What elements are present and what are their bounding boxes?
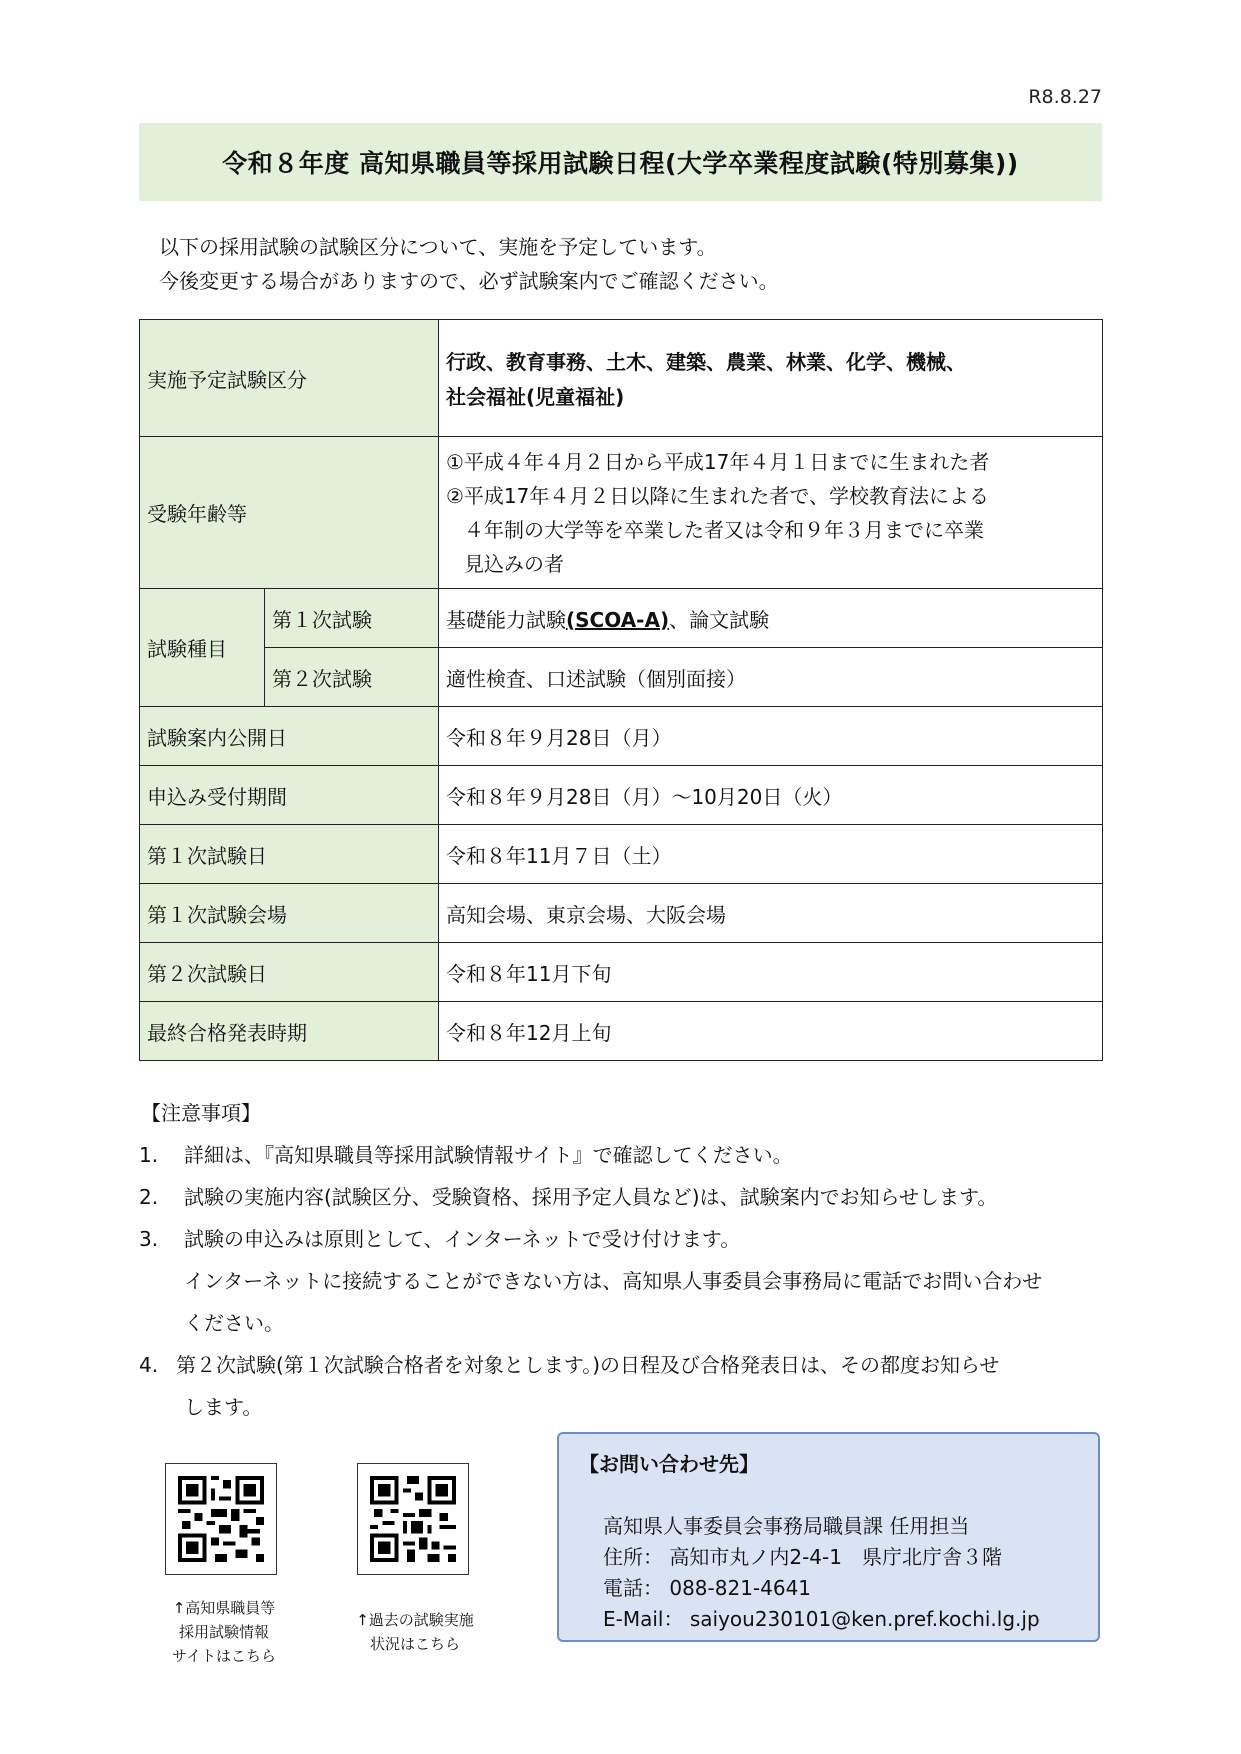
row-value: 令和８年９月28日（月） xyxy=(439,707,1103,766)
qr-caption-right xyxy=(340,1608,490,1656)
page-title: 令和８年度 高知県職員等採用試験日程(大学卒業程度試験(特別募集)) xyxy=(139,123,1102,201)
age-line: 見込みの者 xyxy=(464,551,564,576)
note-number: 1. xyxy=(139,1143,159,1167)
qr-pattern xyxy=(178,1476,264,1562)
note-continuation: します。 xyxy=(184,1395,263,1419)
contact-box xyxy=(557,1432,1100,1642)
row-value: 令和８年12月上旬 xyxy=(439,1002,1103,1061)
document-date: R8.8.27 xyxy=(1028,86,1102,108)
age-value xyxy=(439,437,1103,589)
row-label: 第１次試験日 xyxy=(140,825,439,884)
note-text: 試験の申込みは原則として、インターネットで受け付けます。 xyxy=(184,1227,741,1251)
table-row xyxy=(140,320,1103,437)
age-line: ①平成４年４月２日から平成17年４月１日までに生まれた者 xyxy=(446,449,990,474)
age-line: ４年制の大学等を卒業した者又は令和９年３月までに卒業 xyxy=(464,517,984,542)
table-row xyxy=(140,884,1103,943)
scoa-text: (SCOA-A) xyxy=(566,607,670,632)
caption-line: 採用試験情報 xyxy=(178,1623,269,1641)
second-exam-label: 第２次試験 xyxy=(265,648,439,707)
note-item xyxy=(139,1134,1119,1176)
row-label: 最終合格発表時期 xyxy=(140,1002,439,1061)
subjects-label: 試験種目 xyxy=(140,589,265,707)
intro-line: 以下の採用試験の試験区分について、実施を予定しています。 xyxy=(159,235,717,259)
second-exam-value: 適性検査、口述試験（個別面接） xyxy=(439,648,1103,707)
note-item xyxy=(139,1218,1119,1260)
contact-heading: 【お問い合わせ先】 xyxy=(579,1452,759,1476)
note-number: 2. xyxy=(139,1185,159,1209)
caption-line: 状況はこちら xyxy=(369,1635,460,1653)
categories-value xyxy=(439,320,1103,437)
table-row xyxy=(140,1002,1103,1061)
notes-heading: 【注意事項】 xyxy=(141,1101,261,1125)
note-text: 試験の実施内容(試験区分、受験資格、採用予定人員など)は、試験案内でお知らせします。 xyxy=(184,1185,998,1209)
table-row xyxy=(140,943,1103,1002)
row-label: 試験案内公開日 xyxy=(140,707,439,766)
table-row xyxy=(140,825,1103,884)
row-label: 申込み受付期間 xyxy=(140,766,439,825)
schedule-table xyxy=(139,319,1103,1061)
note-continuation: ください。 xyxy=(184,1311,284,1335)
note-number: 4. xyxy=(139,1353,159,1377)
age-line: ②平成17年４月２日以降に生まれた者で、学校教育法による xyxy=(446,483,989,508)
categories-line: 行政、教育事務、土木、建築、農業、林業、化学、機械、 xyxy=(446,350,966,374)
past-exams-qr-code[interactable] xyxy=(357,1463,469,1575)
categories-label: 実施予定試験区分 xyxy=(140,320,439,437)
note-text: 詳細は、『高知県職員等採用試験情報サイト』で確認してください。 xyxy=(184,1143,793,1167)
intro-line: 今後変更する場合がありますので、必ず試験案内でご確認ください。 xyxy=(159,269,779,293)
first-exam-text: 基礎能力試験 xyxy=(446,607,566,632)
contact-address: 住所： 高知市丸ノ内2-4-1 県庁北庁舎３階 xyxy=(603,1545,1002,1569)
row-value: 令和８年11月下旬 xyxy=(439,943,1103,1002)
categories-line: 社会福祉(児童福祉) xyxy=(446,385,625,409)
row-value: 令和８年９月28日（月）～10月20日（火） xyxy=(439,766,1103,825)
table-row xyxy=(140,707,1103,766)
note-item xyxy=(139,1344,1119,1386)
note-continuation: インターネットに接続することができない方は、高知県人事委員会事務局に電話でお問い合わせ xyxy=(184,1269,1043,1293)
table-row xyxy=(140,589,1103,648)
contact-department: 高知県人事委員会事務局職員課 任用担当 xyxy=(603,1514,970,1538)
caption-line: ↑過去の試験実施 xyxy=(356,1611,474,1629)
intro-text xyxy=(159,230,779,298)
row-value: 高知会場、東京会場、大阪会場 xyxy=(439,884,1103,943)
first-exam-value xyxy=(439,589,1103,648)
qr-pattern xyxy=(370,1476,456,1562)
recruitment-site-qr-code[interactable] xyxy=(165,1463,277,1575)
age-label: 受験年齢等 xyxy=(140,437,439,589)
note-number: 3. xyxy=(139,1227,159,1251)
note-item xyxy=(139,1176,1119,1218)
row-value: 令和８年11月７日（土） xyxy=(439,825,1103,884)
table-row xyxy=(140,766,1103,825)
first-exam-text: 、論文試験 xyxy=(669,607,770,632)
note-text: 第２次試験(第１次試験合格者を対象とします。)の日程及び合格発表日は、その都度お知らせ xyxy=(176,1353,1000,1377)
contact-email[interactable]: E-Mail： saiyou230101@ken.pref.kochi.lg.jp xyxy=(603,1607,1040,1631)
table-row xyxy=(140,437,1103,589)
table-row xyxy=(140,648,1103,707)
contact-phone[interactable]: 電話： 088-821-4641 xyxy=(603,1576,812,1600)
caption-line: ↑高知県職員等 xyxy=(172,1599,276,1617)
qr-caption-left xyxy=(150,1596,298,1668)
notes-section xyxy=(139,1092,1119,1428)
row-label: 第１次試験会場 xyxy=(140,884,439,943)
caption-line: サイトはこちら xyxy=(172,1647,276,1665)
row-label: 第２次試験日 xyxy=(140,943,439,1002)
first-exam-label: 第１次試験 xyxy=(265,589,439,648)
